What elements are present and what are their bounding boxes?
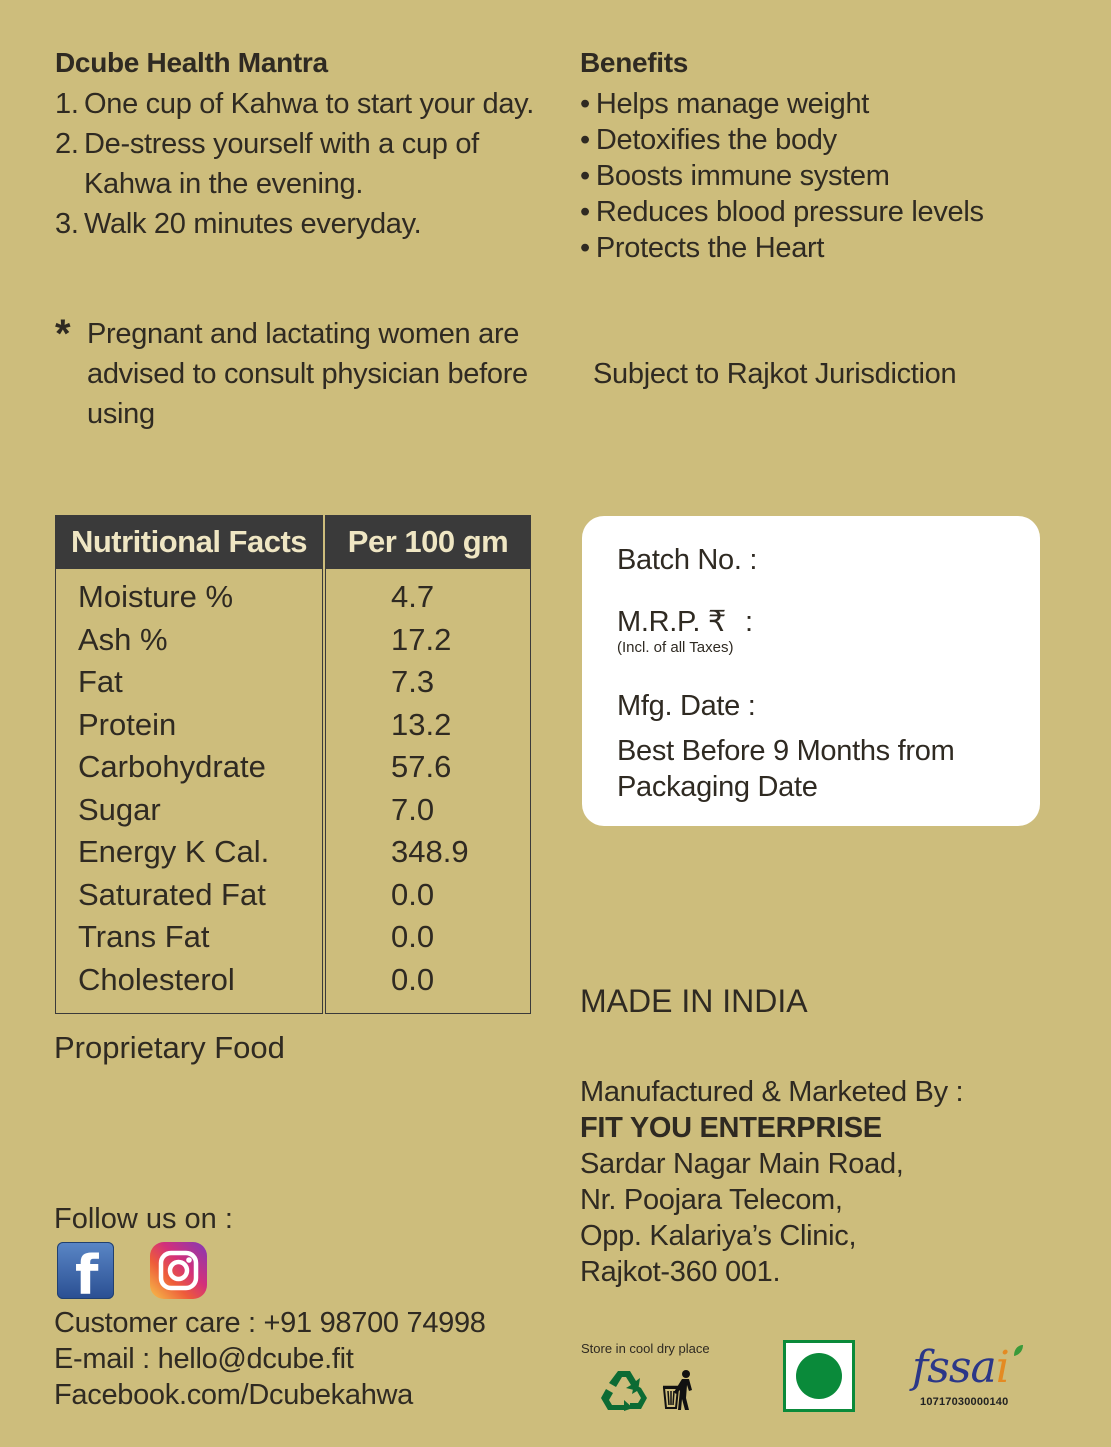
list-item: 1. One cup of Kahwa to start your day. <box>55 88 534 120</box>
best-before-line: Best Before 9 Months from <box>617 735 955 767</box>
table-row: Moisture % 4.7 <box>78 579 435 614</box>
address-line: Rajkot-360 001. <box>580 1256 781 1288</box>
manufacturer-block <box>580 1074 963 1290</box>
mfg-date-label: Mfg. Date : <box>617 690 756 722</box>
table-row: Fat 7.3 <box>78 664 435 699</box>
benefits-title: Benefits <box>580 47 689 78</box>
mrp-colon: : <box>745 606 753 638</box>
table-row: Protein 13.2 <box>78 706 452 742</box>
fssai-license-number: 10717030000140 <box>920 1396 1009 1408</box>
warning-line: Pregnant and lactating women are <box>87 318 520 350</box>
follow-us-label: Follow us on : <box>54 1203 233 1235</box>
mrp-label: M.R.P. ₹ <box>617 606 726 638</box>
batch-info-card <box>582 516 1040 826</box>
table-row: Saturated Fat 0.0 <box>78 876 435 912</box>
made-in-india: MADE IN INDIA <box>580 983 808 1019</box>
fssai-logo <box>912 1342 1022 1414</box>
facebook-link: Facebook.com/Dcubekahwa <box>54 1379 414 1411</box>
list-item: 3. Walk 20 minutes everyday. <box>55 208 422 240</box>
list-item: • Helps manage weight <box>580 86 1060 122</box>
customer-care: Customer care : +91 98700 74998 <box>54 1307 486 1339</box>
warning-line: advised to consult physician before using <box>87 358 528 430</box>
batch-number-label: Batch No. : <box>617 544 758 576</box>
best-before-line: Packaging Date <box>617 771 818 803</box>
pregnancy-warning <box>55 314 575 434</box>
benefits-list <box>580 86 1060 266</box>
vegetarian-mark <box>783 1340 855 1412</box>
table-row: Ash % 17.2 <box>78 621 452 657</box>
list-item: • Boosts immune system <box>580 158 1060 194</box>
vegetarian-dot-icon <box>796 1353 842 1399</box>
nutrition-header-name: Nutritional Facts <box>55 515 323 569</box>
address-line: Nr. Poojara Telecom, <box>580 1184 843 1216</box>
table-row: Sugar 7.0 <box>78 791 435 827</box>
table-row: Carbohydrate 57.6 <box>78 749 452 784</box>
contact-block <box>54 1305 486 1413</box>
health-mantra-list <box>55 84 555 244</box>
company-name: FIT YOU ENTERPRISE <box>580 1112 882 1144</box>
nutrition-table <box>55 515 531 1014</box>
table-row: Trans Fat 0.0 <box>78 919 435 954</box>
list-item: 2. De-stress yourself with a cup of Kahwa in the evening. <box>55 128 479 200</box>
manufacturer-label: Manufactured & Marketed By : <box>580 1076 964 1108</box>
jurisdiction-note: Subject to Rajkot Jurisdiction <box>593 358 957 390</box>
facebook-icon[interactable]: f <box>57 1242 114 1299</box>
nutrition-header-value: Per 100 gm <box>325 515 531 569</box>
address-line: Sardar Nagar Main Road, <box>580 1148 904 1180</box>
list-item: • Detoxifies the body <box>580 122 1060 158</box>
health-mantra-title: Dcube Health Mantra <box>55 47 328 78</box>
proprietary-food-label: Proprietary Food <box>54 1030 285 1065</box>
fssai-leaf-icon <box>1012 1344 1024 1358</box>
storage-instruction: Store in cool dry place <box>581 1341 710 1356</box>
table-row: Energy K Cal. 348.9 <box>78 834 469 869</box>
mrp-tax-note: (Incl. of all Taxes) <box>617 639 734 656</box>
dispose-in-bin-icon <box>662 1368 698 1412</box>
benefits-section <box>580 44 1060 266</box>
fssai-wordmark: fssai <box>912 1342 1009 1393</box>
instagram-icon[interactable] <box>150 1242 207 1299</box>
list-item: • Reduces blood pressure levels <box>580 194 1060 230</box>
email: E-mail : hello@dcube.fit <box>54 1343 354 1375</box>
asterisk-icon: * <box>55 312 71 356</box>
health-mantra-section <box>55 44 555 244</box>
table-row: Cholesterol 0.0 <box>78 961 435 997</box>
recycle-icon <box>600 1367 648 1411</box>
address-line: Opp. Kalariya’s Clinic, <box>580 1220 857 1252</box>
list-item: • Protects the Heart <box>580 230 1060 266</box>
